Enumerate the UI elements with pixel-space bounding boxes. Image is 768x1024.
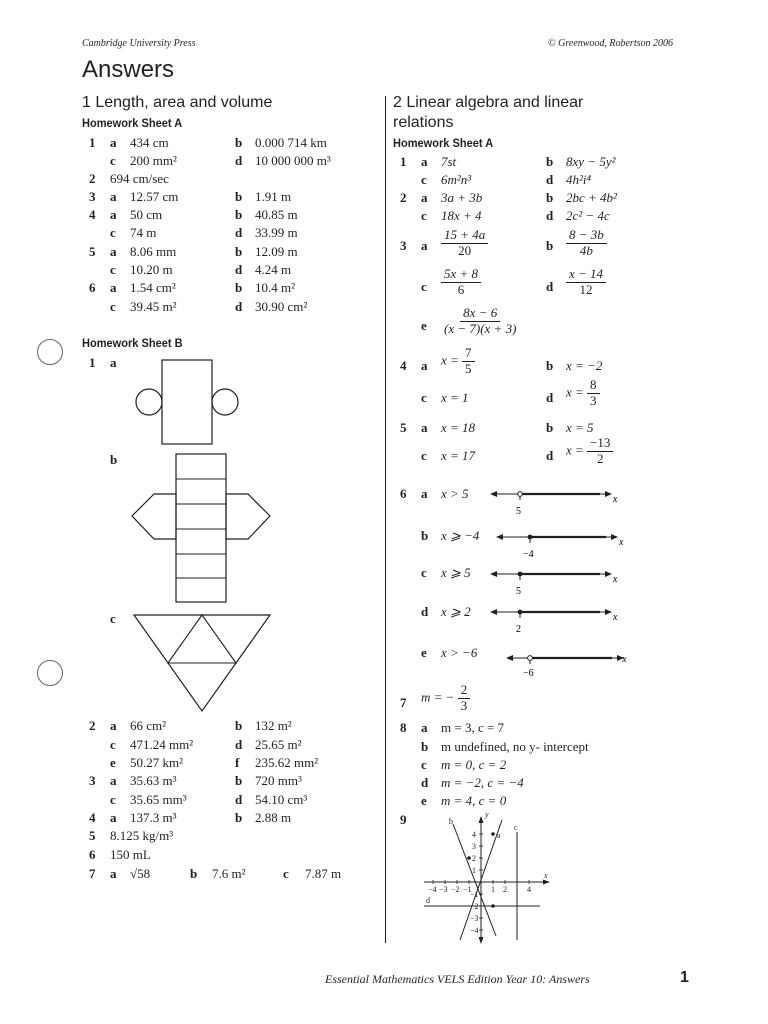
answer: 33.99 m xyxy=(255,225,298,240)
answer xyxy=(441,448,475,464)
answer-text: x = xyxy=(566,384,584,400)
answer xyxy=(441,604,471,620)
y-axis-arrow xyxy=(479,816,484,823)
answer xyxy=(441,486,469,502)
denominator: 4b xyxy=(579,242,593,258)
binder-hole xyxy=(37,660,63,686)
numerator: 15 + 4a xyxy=(441,228,488,244)
answer: 694 cm/sec xyxy=(110,171,169,186)
closed-circle xyxy=(528,535,533,540)
answer xyxy=(441,775,524,791)
numerator: −13 xyxy=(587,436,613,452)
answer-text: x = xyxy=(566,442,584,458)
part-label: a xyxy=(110,189,117,204)
answer: 1.54 cm² xyxy=(130,280,176,295)
part-label: c xyxy=(421,172,427,187)
line-label-d: d xyxy=(426,896,430,905)
question-number: 4 xyxy=(89,207,96,222)
question-number: 1 xyxy=(89,135,96,150)
answer: 150 mL xyxy=(110,847,151,862)
question-number: 5 xyxy=(400,420,407,435)
y-tick-label: 3 xyxy=(472,842,476,851)
answer xyxy=(566,208,610,224)
fraction-answer xyxy=(566,228,607,259)
denominator: 5 xyxy=(465,360,472,376)
part-label: b xyxy=(235,718,243,733)
open-circle xyxy=(518,492,523,497)
part-label: b xyxy=(546,420,554,435)
numerator: x − 14 xyxy=(566,267,606,283)
x-tick-label: −2 xyxy=(451,885,460,894)
answer-text: 3a + 3b xyxy=(441,190,483,205)
part-label: b xyxy=(546,238,554,253)
line-label-a: a xyxy=(497,831,501,840)
denominator: (x − 7)(x + 3) xyxy=(444,320,517,336)
answer: 2.88 m xyxy=(255,810,292,825)
part-label: d xyxy=(235,153,243,168)
line-label-c: c xyxy=(514,823,518,832)
question-number: 7 xyxy=(400,695,407,710)
part-label: d xyxy=(235,299,243,314)
question-number: 3 xyxy=(89,189,96,204)
answer-text: x = xyxy=(441,352,459,368)
part-label: c xyxy=(110,262,116,277)
part-label: d xyxy=(235,262,243,277)
answer-text: 7st xyxy=(441,154,457,169)
arrow-left xyxy=(490,609,497,615)
arrow-right xyxy=(605,571,612,577)
part-label: d xyxy=(546,448,554,463)
numerator: 5x + 8 xyxy=(441,267,481,283)
fraction-answer xyxy=(441,346,475,377)
closed-circle xyxy=(518,610,523,615)
question-number: 4 xyxy=(89,810,96,825)
answer xyxy=(441,172,471,188)
answer-text: x ⩾ −4 xyxy=(441,528,480,543)
numerator: 8x − 6 xyxy=(460,306,500,322)
answer xyxy=(566,420,594,436)
answer: 10 000 000 m³ xyxy=(255,153,331,168)
part-label: c xyxy=(283,866,289,881)
part-label: c xyxy=(110,153,116,168)
answer: 30.90 cm² xyxy=(255,299,308,314)
page-number: 1 xyxy=(680,969,689,986)
answer: √58 xyxy=(130,866,151,881)
part-label: b xyxy=(421,528,429,543)
part-label: d xyxy=(235,792,243,807)
answer xyxy=(441,645,477,661)
question-number: 6 xyxy=(400,486,407,501)
answer xyxy=(441,793,506,809)
answer: 235.62 mm² xyxy=(255,755,319,770)
x-tick-label: 4 xyxy=(527,885,531,894)
part-label: a xyxy=(110,207,117,222)
axis-label-x: x xyxy=(544,871,548,880)
part-label: c xyxy=(110,299,116,314)
open-circle xyxy=(528,656,533,661)
part-label: e xyxy=(421,645,427,660)
numerator: 8 xyxy=(587,378,600,394)
answer: 7.87 m xyxy=(305,866,342,881)
question-number: 5 xyxy=(89,244,96,259)
answer: 132 m² xyxy=(255,718,292,733)
answer-text: m = − xyxy=(421,689,455,705)
homework-sheet-b-heading: Homework Sheet B xyxy=(82,336,183,350)
page-title: Answers xyxy=(82,56,175,83)
part-label: e xyxy=(110,755,116,770)
answer-text: x > 5 xyxy=(441,486,469,501)
part-label: b xyxy=(235,135,243,150)
answer-text: x = 17 xyxy=(441,448,476,463)
fraction-answer xyxy=(441,228,488,259)
part-label: c xyxy=(110,225,116,240)
section-2-title-line-2: relations xyxy=(393,114,454,131)
answer xyxy=(566,154,615,170)
publisher-header: Cambridge University Press xyxy=(82,38,196,49)
y-tick-label: −2 xyxy=(470,902,479,911)
line-label-b: b xyxy=(449,817,453,826)
answer xyxy=(441,208,482,224)
answer-text: 2bc + 4b² xyxy=(566,190,617,205)
answer-text: x = 1 xyxy=(441,390,469,405)
arrow-left xyxy=(490,491,497,497)
tetrahedron-net-diagram xyxy=(132,613,272,713)
answer-text: x = −2 xyxy=(566,358,603,373)
part-label: d xyxy=(235,225,243,240)
axis-label-x: x xyxy=(613,612,618,623)
answer-text: 18x + 4 xyxy=(441,208,482,223)
answer xyxy=(441,190,482,206)
part-label: c xyxy=(421,448,427,463)
y-tick-label: 2 xyxy=(472,854,476,863)
copyright-header: © Greenwood, Robertson 2006 xyxy=(548,38,673,49)
arrow-right xyxy=(605,609,612,615)
axis-label-x: x xyxy=(613,494,618,505)
answer: 74 m xyxy=(130,225,157,240)
point xyxy=(467,856,471,860)
answer: 7.6 m² xyxy=(212,866,246,881)
part-label: c xyxy=(421,757,427,772)
numerator: 8 − 3b xyxy=(566,228,607,244)
part-label: b xyxy=(235,810,243,825)
denominator: 3 xyxy=(590,392,597,408)
answer: 50 cm xyxy=(130,207,163,222)
x-axis-arrow xyxy=(543,880,550,885)
x-tick-label: −4 xyxy=(428,885,437,894)
answer: 8.06 mm xyxy=(130,244,177,259)
denominator: 12 xyxy=(579,281,593,297)
part-label: b xyxy=(546,358,554,373)
number-line xyxy=(506,648,636,684)
part-label: a xyxy=(110,773,117,788)
answer xyxy=(441,528,479,544)
part-label: b xyxy=(235,189,243,204)
question-number: 3 xyxy=(89,773,96,788)
fraction-answer xyxy=(566,378,600,409)
part-label: a xyxy=(421,420,428,435)
answer-text: x > −6 xyxy=(441,645,478,660)
denominator: 20 xyxy=(458,242,472,258)
answer xyxy=(441,154,456,170)
part-label: c xyxy=(421,279,427,294)
part-label: b xyxy=(110,452,118,467)
number-line xyxy=(490,602,620,638)
answer: 12.57 cm xyxy=(130,189,179,204)
answer-text: m = 0, c = 2 xyxy=(441,757,507,772)
part-label: b xyxy=(546,154,554,169)
axis-label-x: x xyxy=(619,537,624,548)
answer-text: 4h²i⁴ xyxy=(566,172,592,187)
answer: 471.24 mm² xyxy=(130,737,194,752)
section-2-title-line-1: 2 Linear algebra and linear xyxy=(393,94,584,111)
answer-text: m = −2, c = −4 xyxy=(441,775,524,790)
answer-text: 2c² − 4c xyxy=(566,208,610,223)
axis-label-x: x xyxy=(622,654,627,665)
x-tick-label: −3 xyxy=(439,885,448,894)
number-line xyxy=(496,527,626,563)
y-tick-label: −1 xyxy=(470,890,479,899)
part-label: c xyxy=(110,737,116,752)
part-label: e xyxy=(421,318,427,333)
part-label: d xyxy=(546,279,554,294)
fraction-answer xyxy=(441,306,519,337)
part-label: a xyxy=(110,866,117,881)
fraction-answer xyxy=(566,436,613,467)
part-label: a xyxy=(421,238,428,253)
fraction-answer xyxy=(566,267,606,298)
tick-label: 5 xyxy=(516,586,521,597)
answer-text: m = 4, c = 0 xyxy=(441,793,507,808)
part-label: a xyxy=(110,810,117,825)
part-label: d xyxy=(546,172,554,187)
arrow-right xyxy=(611,534,618,540)
y-tick-label: −3 xyxy=(470,914,479,923)
question-number: 3 xyxy=(400,238,407,253)
column-divider xyxy=(385,96,386,943)
axis-label-y: y xyxy=(485,810,489,819)
part-label: d xyxy=(421,604,429,619)
x-tick-label: 2 xyxy=(503,885,507,894)
binder-hole xyxy=(37,339,63,365)
answer-text: x = 18 xyxy=(441,420,476,435)
part-label: a xyxy=(421,486,428,501)
question-number: 1 xyxy=(400,154,407,169)
denominator: 2 xyxy=(596,450,604,466)
answer xyxy=(441,390,469,406)
arrow-left xyxy=(490,571,497,577)
part-label: e xyxy=(421,793,427,808)
answer xyxy=(566,190,617,206)
tick-label: −4 xyxy=(523,549,534,560)
tick-label: 2 xyxy=(516,624,521,635)
part-label: c xyxy=(110,611,116,626)
question-number: 2 xyxy=(89,171,96,186)
y-tick-label: 4 xyxy=(472,830,476,839)
answer: 35.65 mm³ xyxy=(130,792,187,807)
answer: 1.91 m xyxy=(255,189,292,204)
part-label: c xyxy=(110,792,116,807)
tick-label: 5 xyxy=(516,506,521,517)
answer-text: 8xy − 5y² xyxy=(566,154,616,169)
answer xyxy=(441,420,475,436)
hexagonal-prism-net-diagram xyxy=(130,454,272,604)
part-label: b xyxy=(190,866,198,881)
linear-graphs-diagram xyxy=(420,810,555,950)
answer: 25.65 m² xyxy=(255,737,302,752)
answer xyxy=(566,172,591,188)
answer: 12.09 m xyxy=(255,244,298,259)
closed-circle xyxy=(518,572,523,577)
part-label: a xyxy=(110,355,117,370)
arrow-right xyxy=(605,491,612,497)
arrow-left xyxy=(496,534,503,540)
question-number: 6 xyxy=(89,280,96,295)
answer: 50.27 km² xyxy=(130,755,184,770)
part-label: b xyxy=(235,244,243,259)
answer xyxy=(566,358,602,374)
part-label: b xyxy=(235,207,243,222)
answer: 720 mm³ xyxy=(255,773,302,788)
answer: 4.24 m xyxy=(255,262,292,277)
part-label: a xyxy=(421,358,428,373)
part-label: c xyxy=(421,565,427,580)
cylinder-net-diagram xyxy=(136,360,240,446)
part-label: b xyxy=(546,190,554,205)
number-line xyxy=(490,564,620,600)
answer-text: x ⩾ 2 xyxy=(441,604,471,619)
part-label: a xyxy=(421,720,428,735)
answer: 434 cm xyxy=(130,135,169,150)
y-axis-arrow xyxy=(479,937,484,944)
question-number: 6 xyxy=(89,847,96,862)
answer: 66 cm² xyxy=(130,718,167,733)
answer: 137.3 m³ xyxy=(130,810,177,825)
answer xyxy=(441,565,471,581)
answer-text: x ⩾ 5 xyxy=(441,565,471,580)
answer-text: x = 5 xyxy=(566,420,594,435)
numerator: 7 xyxy=(462,346,475,362)
answer: m undefined, no y- intercept xyxy=(441,739,589,754)
homework-sheet-a-heading: Homework Sheet A xyxy=(393,136,494,150)
part-label: b xyxy=(235,280,243,295)
part-label: a xyxy=(110,135,117,150)
part-label: c xyxy=(421,208,427,223)
question-number: 4 xyxy=(400,358,407,373)
part-label: a xyxy=(110,718,117,733)
answer: 39.45 m² xyxy=(130,299,177,314)
numerator: 2 xyxy=(458,683,471,699)
question-number: 8 xyxy=(400,720,407,735)
question-number: 5 xyxy=(89,828,96,843)
part-label: a xyxy=(421,154,428,169)
footer-text: Essential Mathematics VELS Edition Year 10: Answers xyxy=(325,972,590,986)
denominator: 6 xyxy=(457,281,465,297)
x-tick-label: −1 xyxy=(463,885,472,894)
part-label: b xyxy=(235,773,243,788)
question-number: 9 xyxy=(400,812,407,827)
question-number: 2 xyxy=(400,190,407,205)
part-label: d xyxy=(546,390,554,405)
part-label: d xyxy=(421,775,429,790)
part-label: d xyxy=(546,208,554,223)
answer: m = 3, c = 7 xyxy=(441,720,505,735)
answer xyxy=(441,757,506,773)
tick-label: −6 xyxy=(523,668,534,679)
y-tick-label: −4 xyxy=(470,926,479,935)
section-1-title: 1 Length, area and volume xyxy=(82,94,273,111)
arrow-left xyxy=(506,655,513,661)
part-label: a xyxy=(421,190,428,205)
answer-text: 6m²n³ xyxy=(441,172,472,187)
part-label: a xyxy=(110,280,117,295)
answer: 54.10 cm³ xyxy=(255,792,308,807)
question-number: 2 xyxy=(89,718,96,733)
answer: 8.125 kg/m³ xyxy=(110,828,174,843)
axis-label-x: x xyxy=(613,574,618,585)
answer: 10.20 m xyxy=(130,262,173,277)
question-number: 1 xyxy=(89,355,96,370)
question-number: 7 xyxy=(89,866,96,881)
number-line xyxy=(490,484,620,520)
part-label: c xyxy=(421,390,427,405)
answer: 35.63 m³ xyxy=(130,773,177,788)
x-tick-label: 1 xyxy=(491,885,495,894)
answer: 10.4 m² xyxy=(255,280,296,295)
answer: 200 mm² xyxy=(130,153,177,168)
answer: 0.000 714 km xyxy=(255,135,327,150)
fraction-answer xyxy=(441,267,481,298)
point xyxy=(491,832,495,836)
answer: 40.85 m xyxy=(255,207,298,222)
part-label: a xyxy=(110,244,117,259)
part-label: f xyxy=(235,755,240,770)
homework-sheet-a-heading: Homework Sheet A xyxy=(82,116,183,130)
part-label: b xyxy=(421,739,429,754)
denominator: 3 xyxy=(460,697,468,713)
part-label: d xyxy=(235,737,243,752)
fraction-answer xyxy=(421,683,470,714)
y-tick-label: 1 xyxy=(472,866,476,875)
